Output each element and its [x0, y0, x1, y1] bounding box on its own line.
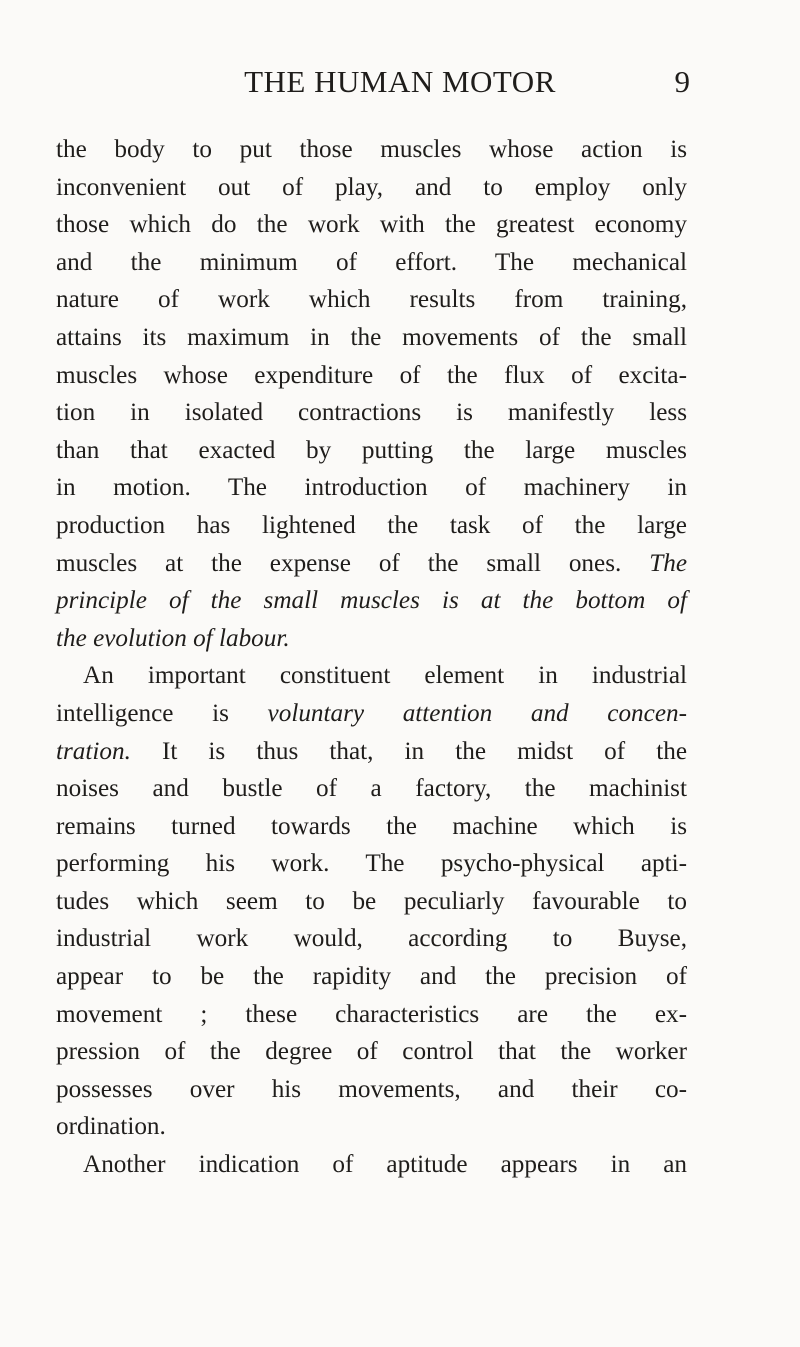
text-line — [56, 394, 687, 432]
text-segment: It is thus that, in the midst of the — [130, 737, 687, 765]
text-segment: industrial work would, according to Buyse, — [56, 925, 687, 953]
text-segment: performing his work. The psycho-physical apti- — [56, 850, 687, 878]
text-segment: appear to be the rapidity and the precision of — [56, 963, 687, 991]
text-segment: than that exacted by putting the large muscles — [56, 436, 687, 464]
text-line — [56, 620, 687, 658]
italic-text: the evolution of labour. — [56, 624, 290, 652]
text-line — [56, 357, 687, 395]
text-segment: Another indication of aptitude appears in an — [83, 1151, 687, 1179]
text-line — [56, 206, 687, 244]
text-line — [56, 1071, 687, 1109]
text-line — [56, 169, 687, 207]
text-line — [56, 507, 687, 545]
italic-text: The — [649, 549, 687, 577]
text-line — [56, 808, 687, 846]
text-segment: noises and bustle of a factory, the machinist — [56, 775, 687, 803]
running-head — [0, 62, 800, 102]
text-line — [56, 319, 687, 357]
text-line — [56, 1033, 687, 1071]
text-line — [56, 845, 687, 883]
text-line — [56, 432, 687, 470]
text-line — [56, 131, 687, 169]
text-line — [56, 695, 687, 733]
text-line — [56, 1146, 687, 1184]
text-segment: possesses over his movements, and their co- — [56, 1075, 687, 1103]
text-line — [56, 770, 687, 808]
text-line — [56, 281, 687, 319]
text-segment: and the minimum of effort. The mechanical — [56, 248, 687, 276]
text-segment: An important constituent element in industrial — [83, 662, 687, 690]
text-segment: muscles whose expenditure of the flux of excita- — [56, 361, 687, 389]
text-line — [56, 996, 687, 1034]
text-line — [56, 1108, 687, 1146]
text-segment: movement ; these characteristics are the ex- — [56, 1000, 687, 1028]
text-segment: tudes which seem to be peculiarly favourable to — [56, 887, 687, 915]
text-segment: inconvenient out of play, and to employ only — [56, 173, 687, 201]
text-segment: muscles at the expense of the small ones. — [56, 549, 650, 577]
text-line — [56, 920, 687, 958]
text-segment: tion in isolated contractions is manifestly less — [56, 399, 687, 427]
text-segment: intelligence is — [56, 699, 268, 727]
text-segment: nature of work which results from training, — [56, 286, 687, 314]
italic-text: voluntary attention and concen- — [267, 699, 687, 727]
text-line — [56, 545, 687, 583]
text-line — [56, 469, 687, 507]
text-segment: attains its maximum in the movements of the small — [56, 323, 687, 351]
text-segment: remains turned towards the machine which is — [56, 812, 687, 840]
text-segment: pression of the degree of control that the worker — [56, 1038, 687, 1066]
text-line — [56, 733, 687, 771]
text-segment: in motion. The introduction of machinery in — [56, 474, 687, 502]
text-line — [56, 883, 687, 921]
text-line — [56, 582, 687, 620]
italic-text: principle of the small muscles is at the bottom of — [56, 587, 687, 615]
page-number: 9 — [674, 64, 690, 99]
text-segment: the body to put those muscles whose action is — [56, 136, 687, 163]
text-line — [56, 244, 687, 282]
text-segment: production has lightened the task of the large — [56, 511, 687, 539]
text-segment: those which do the work with the greatest economy — [56, 211, 687, 239]
text-line — [56, 657, 687, 695]
page-title: THE HUMAN MOTOR — [244, 64, 556, 99]
text-line — [56, 958, 687, 996]
text-segment: ordination. — [56, 1113, 166, 1141]
italic-text: tration. — [56, 737, 131, 765]
body-text — [56, 131, 687, 1184]
